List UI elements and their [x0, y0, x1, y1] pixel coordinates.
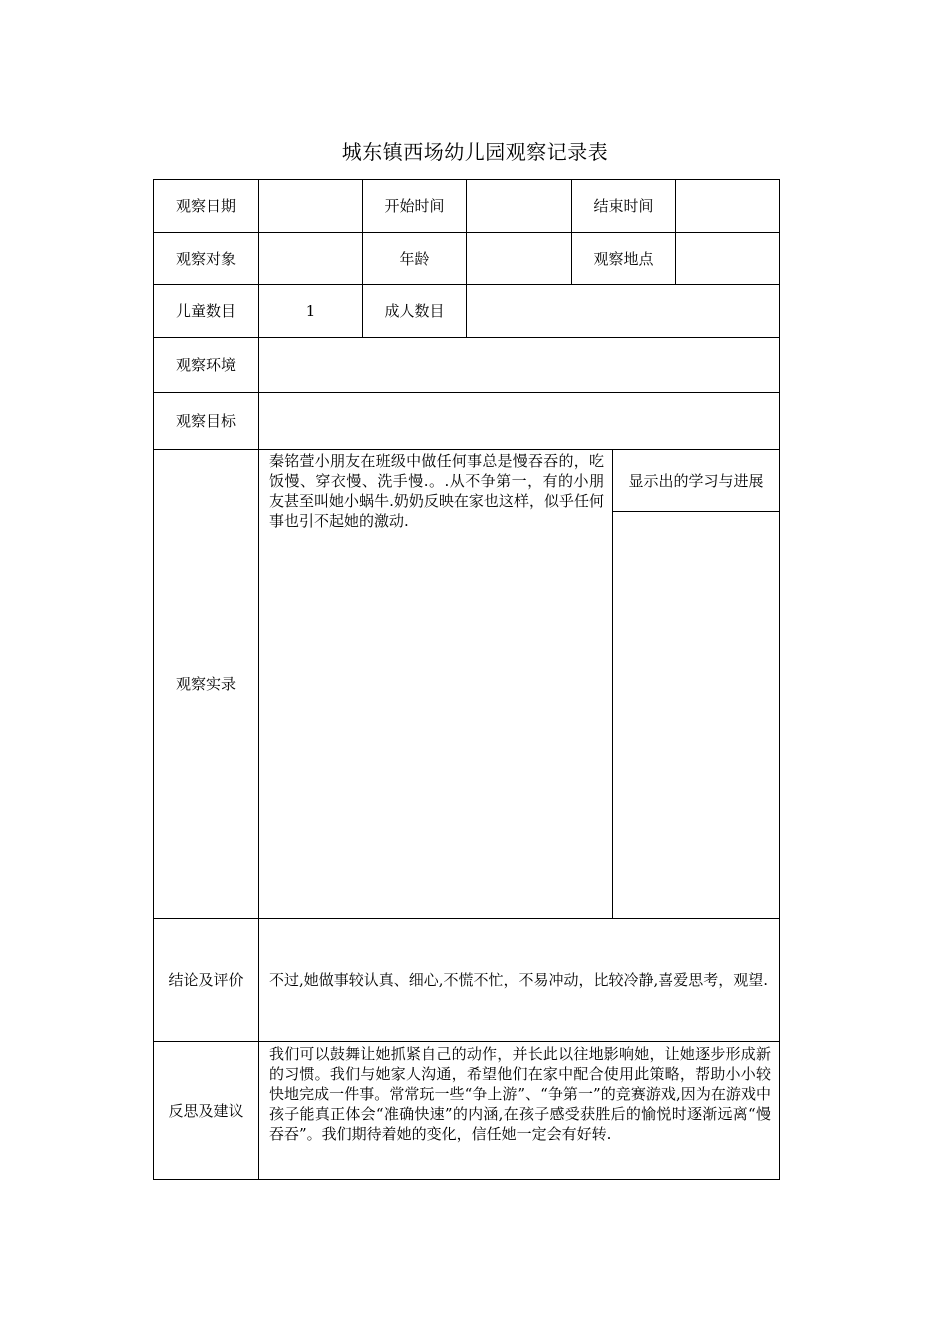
observation-goal-field[interactable]: [259, 393, 779, 449]
page-title: 城东镇西场幼儿园观察记录表: [341, 140, 609, 164]
adults-count-field[interactable]: [467, 285, 779, 337]
observation-date-field[interactable]: [259, 180, 362, 232]
age-field[interactable]: [467, 233, 571, 284]
observation-goal-label: 观察目标: [175, 412, 236, 430]
observation-record-label: 观察实录: [175, 675, 236, 693]
adults-count-label: 成人数目: [384, 302, 445, 320]
start-time-label: 开始时间: [384, 197, 445, 215]
observation-record-text[interactable]: 秦铭萱小朋友在班级中做任何事总是慢吞吞的，吃饭慢、穿衣慢、洗手慢.。.从不争第一，有的小朋友甚至叫她小蜗牛.奶奶反映在家也这样，似乎任何事也引不起她的激动.: [269, 452, 604, 530]
reflection-label: 反思及建议: [168, 1101, 244, 1120]
observation-environment-field[interactable]: [259, 338, 779, 392]
learning-progress-label: 显示出的学习与进展: [628, 471, 764, 490]
observation-subject-label: 观察对象: [175, 249, 236, 268]
observation-date-label: 观察日期: [175, 197, 236, 215]
conclusion-text: 不过,她做事较认真、细心,不慌不忙，不易冲动，比较冷静,喜爱思考，观望.: [269, 971, 769, 989]
children-count-label: 儿童数目: [175, 302, 236, 320]
observation-place-label: 观察地点: [593, 249, 654, 268]
conclusion-text-cell[interactable]: [259, 919, 779, 1041]
observation-subject-field[interactable]: [259, 233, 362, 284]
learning-progress-field[interactable]: [613, 512, 779, 918]
age-label: 年龄: [399, 249, 430, 268]
observation-place-field[interactable]: [676, 233, 779, 284]
end-time-label: 结束时间: [593, 197, 654, 215]
end-time-field[interactable]: [676, 180, 779, 232]
children-count-field[interactable]: 1: [305, 302, 316, 320]
reflection-text[interactable]: 我们可以鼓舞让她抓紧自己的动作，并长此以往地影响她，让她逐步形成新的习惯。我们与她家人沟通，希望他们在家中配合使用此策略，帮助小小较快地完成一件事。常常玩一些“争上游”、“争第一”的竞赛游戏,因为在游戏中孩子能真正体会“准确快速”的内涵,在孩子感受获胜后的愉悦时逐渐远离“慢吞吞”。我们期待着她的变化，信任她一定会有好转.: [269, 1045, 771, 1143]
conclusion-label: 结论及评价: [168, 971, 244, 989]
start-time-field[interactable]: [467, 180, 571, 232]
observation-environment-label: 观察环境: [175, 356, 236, 374]
